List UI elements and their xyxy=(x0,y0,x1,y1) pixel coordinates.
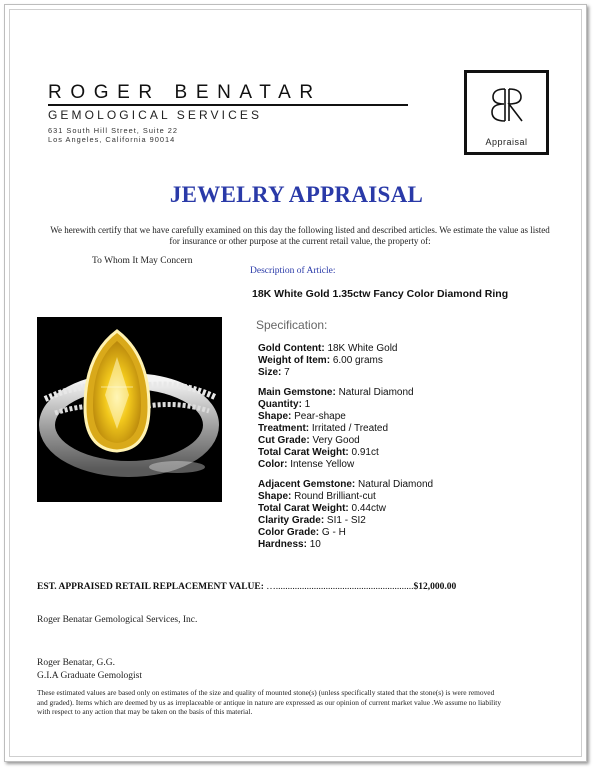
spec-label: Total Carat Weight xyxy=(258,503,346,514)
spec-row: Cut Grade: Very Good xyxy=(258,435,360,446)
company-address-line1: 631 South Hill Street, Suite 22 xyxy=(48,126,179,135)
spec-row: Quantity: 1 xyxy=(258,399,311,410)
spec-value: 10 xyxy=(309,539,321,550)
company-footer: Roger Benatar Gemological Services, Inc. xyxy=(37,615,198,625)
ring-photo xyxy=(37,317,222,502)
spec-row: Gold Content: 18K White Gold xyxy=(258,343,398,354)
spec-label: Size xyxy=(258,367,279,378)
spec-row: Shape: Pear-shape xyxy=(258,411,346,422)
spec-value: 0.91ct xyxy=(351,447,379,458)
spec-label: Total Carat Weight xyxy=(258,447,346,458)
appraised-value-amount: $12,000.00 xyxy=(413,582,457,592)
spec-label: Quantity xyxy=(258,399,299,410)
appraisal-logo xyxy=(464,70,549,155)
spec-value: SI1 - SI2 xyxy=(326,515,366,526)
company-address-line2: Los Angeles, California 90014 xyxy=(48,135,176,144)
certification-text: We herewith certify that we have carefully examined on this day the following listed and described articles. We estimate the value as listed for insurance or other purpose at the current retail value, the property of: xyxy=(50,225,550,246)
appraised-value-label: EST. APPRAISED RETAIL REPLACEMENT VALUE: xyxy=(37,582,264,592)
spec-label: Treatment xyxy=(258,423,306,434)
spec-row: Total Carat Weight: 0.44ctw xyxy=(258,503,386,514)
specification-heading: Specification: xyxy=(256,318,328,332)
spec-label: Cut Grade xyxy=(258,435,307,446)
spec-value: Pear-shape xyxy=(294,411,346,422)
spec-value: G - H xyxy=(321,527,346,538)
spec-row: Shape: Round Brilliant-cut xyxy=(258,491,376,502)
spec-group-metal xyxy=(258,343,433,379)
br-monogram-icon xyxy=(487,85,527,125)
spec-value: 7 xyxy=(284,367,290,378)
spec-group-adjacent-gemstone xyxy=(258,479,433,551)
spec-label: Color Grade xyxy=(258,527,316,538)
spec-value: Intense Yellow xyxy=(290,459,355,470)
signatory-credential: G.I.A Graduate Gemologist xyxy=(37,671,143,681)
article-title: 18K White Gold 1.35ctw Fancy Color Diamond Ring xyxy=(252,288,509,300)
spec-value: 18K White Gold xyxy=(327,343,398,354)
spec-value: Round Brilliant-cut xyxy=(294,491,376,502)
disclaimer-text: These estimated values are based only on estimates of the size and quality of mounted stone(s) (unless specifically stated that the stone(s) is were removed and graded). Items which are deemed by us as irreplaceable or antique in nature are expressed as our opinion of current market value .We assume no liability with respect to any action that may be taken on the basis of this material. xyxy=(37,688,502,717)
spec-row: Total Carat Weight: 0.91ct xyxy=(258,447,379,458)
spec-label: Main Gemstone xyxy=(258,387,333,398)
company-name: ROGER BENATAR xyxy=(48,82,322,103)
spec-row: Color: Intense Yellow xyxy=(258,459,355,470)
appraised-value-line xyxy=(37,582,489,592)
spec-label: Adjacent Gemstone xyxy=(258,479,352,490)
spec-row: Main Gemstone: Natural Diamond xyxy=(258,387,414,398)
spec-value: 6.00 grams xyxy=(332,355,383,366)
company-rule xyxy=(48,104,408,106)
spec-row: Weight of Item: 6.00 grams xyxy=(258,355,383,366)
signatory-name: Roger Benatar, G.G. xyxy=(37,658,115,668)
spec-label: Clarity Grade xyxy=(258,515,321,526)
spec-row: Clarity Grade: SI1 - SI2 xyxy=(258,515,366,526)
spec-label: Shape xyxy=(258,491,289,502)
spec-value: Natural Diamond xyxy=(338,387,414,398)
spec-value: Irritated / Treated xyxy=(311,423,389,434)
spec-value: Very Good xyxy=(312,435,360,446)
spec-label: Weight of Item xyxy=(258,355,327,366)
spec-value: Natural Diamond xyxy=(358,479,434,490)
company-subtitle: GEMOLOGICAL SERVICES xyxy=(48,108,263,122)
spec-label: Shape xyxy=(258,411,289,422)
spec-label: Gold Content xyxy=(258,343,322,354)
spec-label: Color xyxy=(258,459,285,470)
spec-label: Hardness xyxy=(258,539,304,550)
document-title: JEWELRY APPRAISAL xyxy=(169,182,424,207)
description-label: Description of Article: xyxy=(250,266,336,276)
spec-value: 1 xyxy=(304,399,311,410)
logo-caption: Appraisal xyxy=(485,137,528,147)
spec-row: Hardness: 10 xyxy=(258,539,321,550)
spec-group-main-gemstone xyxy=(258,387,433,471)
spec-row: Adjacent Gemstone: Natural Diamond xyxy=(258,479,434,490)
spec-row: Treatment: Irritated / Treated xyxy=(258,423,389,434)
specification-list xyxy=(258,343,433,559)
spec-value: 0.44ctw xyxy=(351,503,386,514)
leader-dots: ….......................................................... xyxy=(266,582,414,592)
spec-row: Size: 7 xyxy=(258,367,290,378)
spec-row: Color Grade: G - H xyxy=(258,527,346,538)
recipient: To Whom It May Concern xyxy=(92,256,193,266)
